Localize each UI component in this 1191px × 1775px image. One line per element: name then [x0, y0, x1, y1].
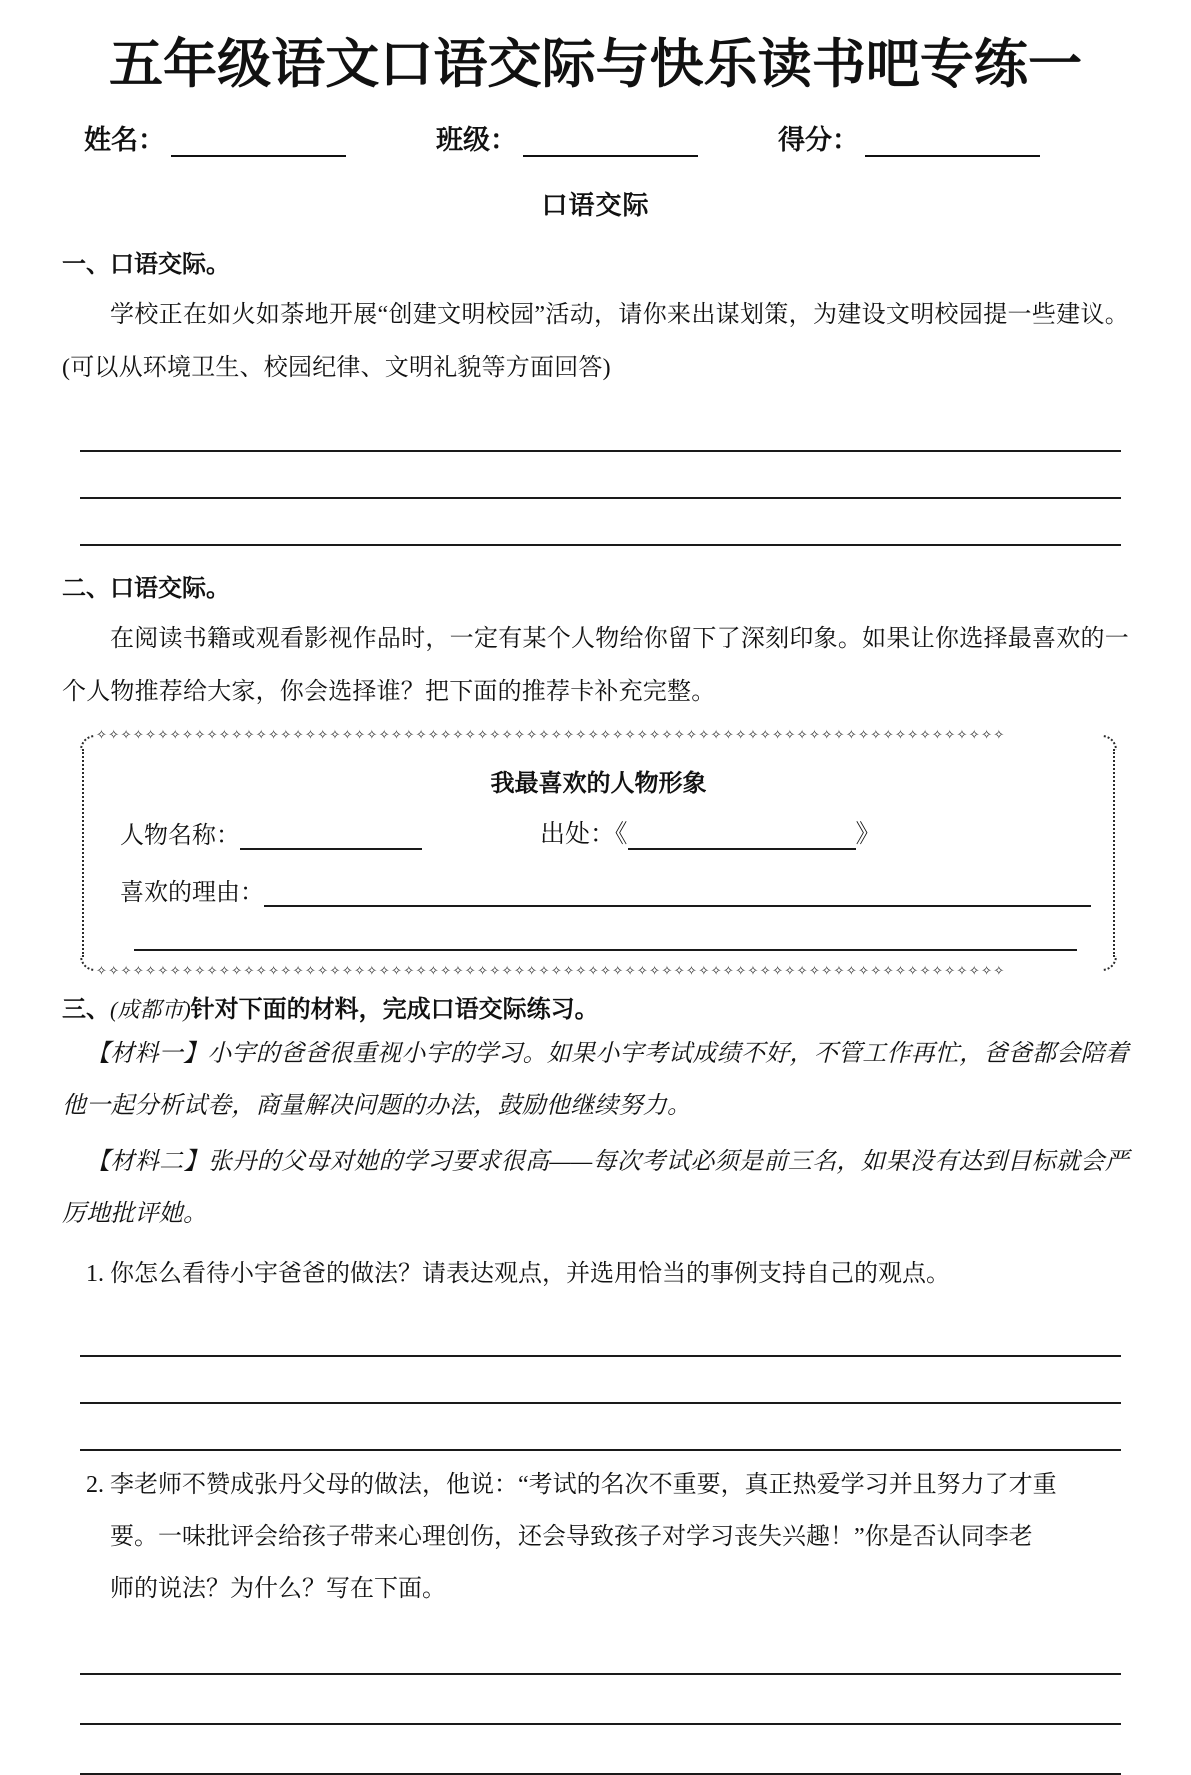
- answer-line[interactable]: [80, 1725, 1121, 1775]
- reason-label: 喜欢的理由：: [120, 880, 264, 907]
- answer-line[interactable]: [80, 499, 1121, 546]
- question-1-answer-area[interactable]: [62, 405, 1129, 546]
- card-title: 我最喜欢的人物形象: [490, 769, 707, 798]
- card-reason-row: [106, 872, 1091, 907]
- page-title: 五年级语文口语交际与快乐读书吧专练一: [108, 34, 1083, 95]
- answer-line[interactable]: [80, 1625, 1121, 1675]
- dotted-border-right: [1100, 749, 1115, 957]
- material-two-text: 张丹的父母对她的学习要求很高——每次考试必须是前三名，如果没有达到目标就会严厉地批评她。: [62, 1149, 1130, 1228]
- score-input-blank[interactable]: [865, 130, 1040, 157]
- score-label: 得分：: [778, 125, 859, 157]
- question-3-number: [62, 989, 1129, 1024]
- sub-question-1: 1. 你怎么看待小宇爸爸的做法？请表达观点，并选用恰当的事例支持自己的观点。: [86, 1261, 950, 1288]
- corner-arc-icon: [1087, 941, 1117, 971]
- card-name-row: [106, 814, 1091, 850]
- sub-question-2-line-3: 师的说法？为什么？写在下面。: [110, 1576, 446, 1603]
- class-label: 班级：: [436, 125, 517, 157]
- diamond-ornament-top: ✧✧✧✧✧✧✧✧✧✧✧✧✧✧✧✧✧✧✧✧✧✧✧✧✧✧✧✧✧✧✧✧✧✧✧✧✧✧✧✧✧✧✧✧✧✧✧✧✧✧✧✧✧✧✧✧✧✧✧✧✧✧✧✧✧✧✧✧✧✧✧✧✧✧: [96, 729, 1006, 743]
- source-blank[interactable]: [628, 824, 856, 850]
- question-3-city-tag: (成都市): [110, 997, 191, 1023]
- answer-line[interactable]: [80, 1357, 1121, 1404]
- material-two: [62, 1136, 1129, 1240]
- character-name-blank[interactable]: [240, 824, 422, 850]
- diamond-ornament-bottom: ✧✧✧✧✧✧✧✧✧✧✧✧✧✧✧✧✧✧✧✧✧✧✧✧✧✧✧✧✧✧✧✧✧✧✧✧✧✧✧✧✧✧✧✧✧✧✧✧✧✧✧✧✧✧✧✧✧✧✧✧✧✧✧✧✧✧✧✧✧✧✧✧✧✧: [96, 965, 1006, 979]
- material-one-tag: 【材料一】: [86, 1041, 208, 1068]
- material-one-text: 小宇的爸爸很重视小宇的学习。如果小宇考试成绩不好，不管工作再忙，爸爸都会陪着他一起分析试卷，商量解决问题的办法，鼓励他继续努力。: [62, 1041, 1129, 1120]
- sub-question-2-line-2: 要。一味批评会给孩子带来心理创伤，还会导致孩子对学习丧失兴趣！”你是否认同李老: [110, 1524, 1033, 1551]
- corner-arc-icon: [80, 735, 110, 765]
- answer-line[interactable]: [80, 405, 1121, 452]
- dotted-border-left: [82, 749, 97, 957]
- reason-blank-line-2[interactable]: [134, 907, 1077, 951]
- question-3-suffix: 针对下面的材料，完成口语交际练习。: [190, 995, 599, 1024]
- character-name-label: 人物名称：: [120, 823, 240, 850]
- answer-line[interactable]: [80, 1310, 1121, 1357]
- sub-question-2: [62, 1459, 1129, 1615]
- recommendation-card: [80, 729, 1117, 979]
- sub-question-1-answer-area[interactable]: [62, 1310, 1129, 1451]
- answer-line[interactable]: [80, 1404, 1121, 1451]
- sub-question-2-line-1: 2. 李老师不赞成张丹父母的做法，他说：“考试的名次不重要，真正热爱学习并且努力了才重: [86, 1472, 1057, 1499]
- name-field[interactable]: [84, 118, 346, 157]
- source-close-bracket: 》: [855, 821, 881, 849]
- corner-arc-icon: [1087, 735, 1117, 765]
- name-label: 姓名：: [84, 125, 165, 157]
- student-info-row: [62, 118, 1129, 157]
- material-two-tag: 【材料二】: [86, 1149, 208, 1176]
- sub-question-2-answer-area[interactable]: [62, 1625, 1129, 1775]
- answer-line[interactable]: [80, 452, 1121, 499]
- recommendation-card-wrapper: [62, 729, 1129, 979]
- class-field[interactable]: [436, 118, 698, 157]
- class-input-blank[interactable]: [523, 130, 698, 157]
- question-2-number: 二、口语交际。: [62, 574, 230, 603]
- corner-arc-icon: [80, 941, 110, 971]
- source-label: 出处：《: [540, 821, 628, 849]
- reason-blank-line-1[interactable]: [264, 881, 1091, 907]
- answer-line[interactable]: [80, 1675, 1121, 1725]
- material-one: [62, 1028, 1129, 1132]
- section-header: 口语交际: [541, 191, 650, 222]
- score-field[interactable]: [778, 118, 1040, 157]
- question-2-prompt: 在阅读书籍或观看影视作品时，一定有某个人物给你留下了深刻印象。如果让你选择最喜欢的一个人物推荐给大家，你会选择谁？把下面的推荐卡补充完整。: [62, 626, 1129, 706]
- question-3-prefix: 三、: [62, 995, 110, 1024]
- name-input-blank[interactable]: [171, 130, 346, 157]
- question-1-prompt: 学校正在如火如荼地开展“创建文明校园”活动，请你来出谋划策，为建设文明校园提一些建议。(可以从环境卫生、校园纪律、文明礼貌等方面回答): [62, 302, 1129, 382]
- question-1-number: 一、口语交际。: [62, 250, 230, 279]
